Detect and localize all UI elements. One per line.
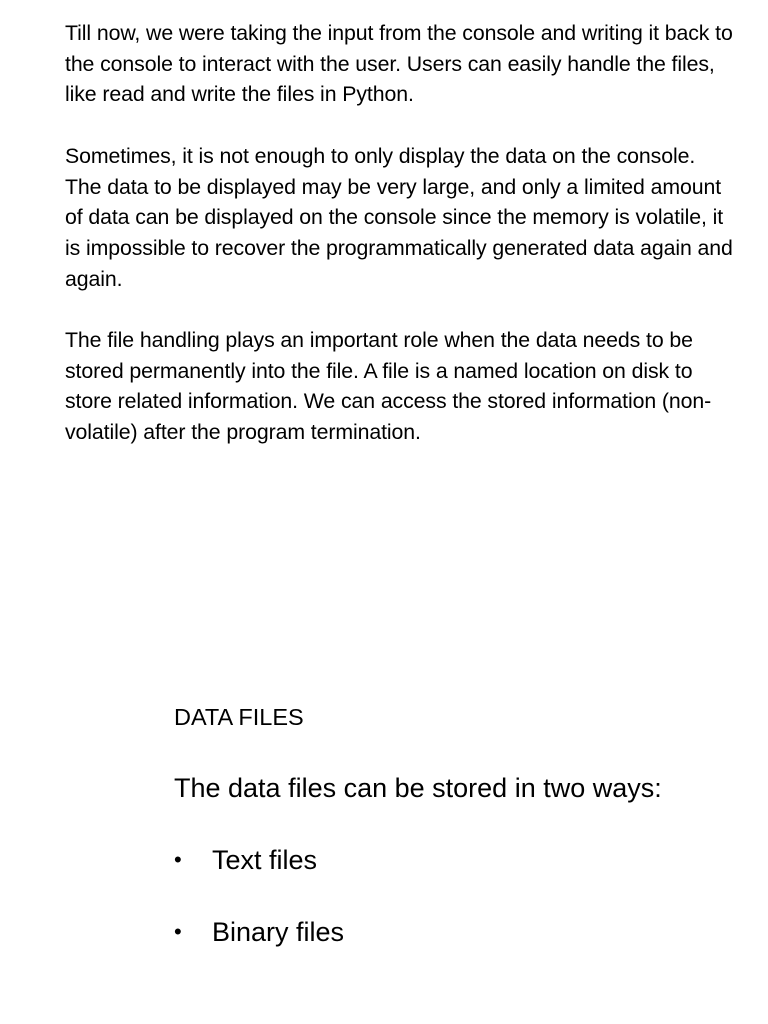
list-item-label: Binary files: [212, 917, 345, 947]
section-title: DATA FILES: [174, 704, 304, 730]
paragraph-console-limits: Sometimes, it is not enough to only display the data on the console. The data to be displayed may be very large, and only a limited amount of data can be displayed on the console since the memory is volatile, it is impossible to recover the programmatically generated data again and again.: [65, 144, 733, 291]
bullet-icon: •: [174, 919, 182, 944]
paragraph-intro: Till now, we were taking the input from the console and writing it back to the console to interact with the user. Users can easily handle the files, like read and write the files in Python.: [65, 21, 733, 107]
bullet-icon: •: [174, 847, 182, 872]
paragraph-file-handling: The file handling plays an important role when the data needs to be stored permanently into the file. A file is a named location on disk to store related information. We can access the stored information (non-volatile) after the program termination.: [65, 328, 712, 445]
list-item-label: Text files: [212, 845, 318, 875]
section-intro: The data files can be stored in two ways:: [174, 773, 662, 803]
